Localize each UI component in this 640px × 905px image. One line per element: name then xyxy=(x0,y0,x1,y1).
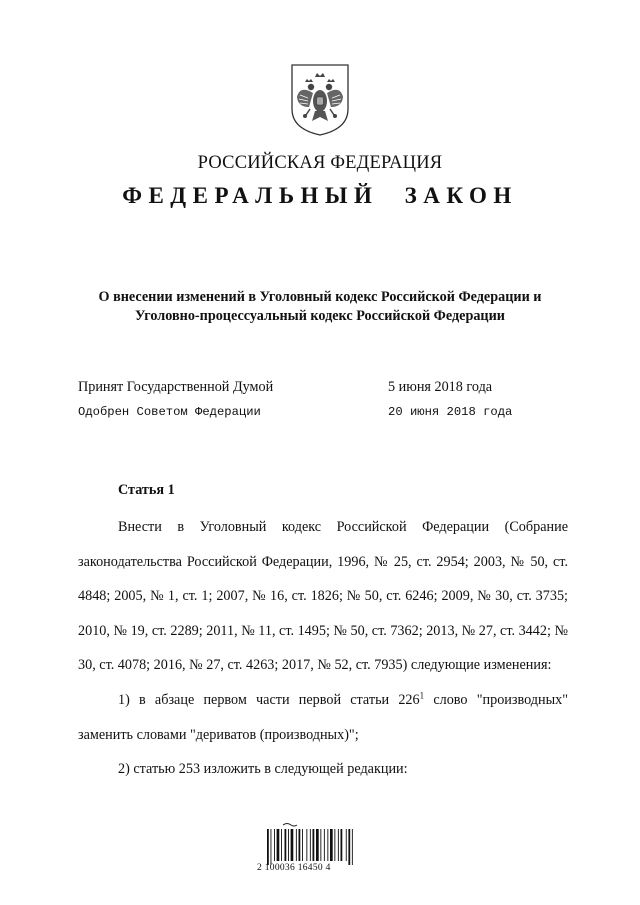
barcode-bar xyxy=(324,829,325,861)
barcode-bar xyxy=(291,829,294,861)
country-name: РОССИЙСКАЯ ФЕДЕРАЦИЯ xyxy=(197,153,443,173)
item-text-start: 1) в абзаце первом части первой статьи 226 xyxy=(118,691,420,708)
adoption-date: 20 июня 2018 года xyxy=(388,405,513,419)
article-body xyxy=(78,510,568,787)
barcode-mark xyxy=(283,824,297,827)
barcode-bar xyxy=(281,829,282,861)
barcode-bar xyxy=(334,829,335,861)
barcode-bar xyxy=(341,829,343,861)
law-type-title: ФЕДЕРАЛЬНЫЙ ЗАКОН xyxy=(122,183,518,208)
barcode-bar xyxy=(277,829,280,861)
adoption-date: 5 июня 2018 года xyxy=(388,379,493,395)
adoption-label: Принят Государственной Думой xyxy=(78,379,274,395)
barcode-bar xyxy=(320,829,321,861)
barcode-bar xyxy=(330,829,333,861)
barcode-bar xyxy=(346,829,347,861)
article-item-2: 2) статью 253 изложить в следующей редакции: xyxy=(118,761,408,778)
law-subject xyxy=(70,288,570,326)
barcode-bar xyxy=(271,829,272,865)
barcode-bar xyxy=(274,829,275,861)
barcode-bar xyxy=(313,829,315,861)
superscript-number: 1 xyxy=(419,690,425,701)
adoption-label: Одобрен Советом Федерации xyxy=(78,405,261,419)
barcode-bar xyxy=(267,829,269,865)
barcode-bar xyxy=(316,829,319,861)
barcode-bar xyxy=(296,829,297,861)
barcode-bar xyxy=(302,829,303,861)
law-subject-line-2: Уголовно-процессуальный кодекс Российской Федерации xyxy=(135,308,505,324)
article-item-1 xyxy=(78,683,568,752)
barcode-bar xyxy=(348,829,350,865)
barcode-bar xyxy=(288,829,289,861)
barcode-bar xyxy=(306,829,307,861)
barcode-bar xyxy=(327,829,328,861)
article-paragraph: Внести в Уголовный кодекс Российской Федерации (Собрание законодательства Российской Федерации, 1996, № 25, ст. 2954; 2003, № 50, ст. 4848; 2005, № 1, ст. 1; 2007, № 16, ст. 1826; № 50, ст. 6246; 2009, № 30, ст. 3735; 2010, № 19, ст. 2289; 2011, № 11, ст. 1495; № 50, ст. 7362; 2013, № 27, ст. 3442; № 30, ст. 4078; 2016, № 27, ст. 4263; 2017, № 52, ст. 7935) следующие изменения: xyxy=(78,519,568,674)
barcode-bar xyxy=(352,829,353,865)
item-text-end: слово "производных" заменить словами "дериватов (производных)"; xyxy=(78,691,568,743)
barcode-bar xyxy=(285,829,287,861)
coat-of-arms-emblem xyxy=(288,63,352,137)
article-heading: Статья 1 xyxy=(118,482,175,498)
law-subject-line-1: О внесении изменений в Уголовный кодекс Российской Федерации и xyxy=(98,289,542,305)
barcode-bar xyxy=(338,829,339,861)
barcode-bar xyxy=(310,829,311,861)
barcode-number: 2 100036 16450 4 xyxy=(257,863,331,873)
barcode-bar xyxy=(299,829,301,861)
